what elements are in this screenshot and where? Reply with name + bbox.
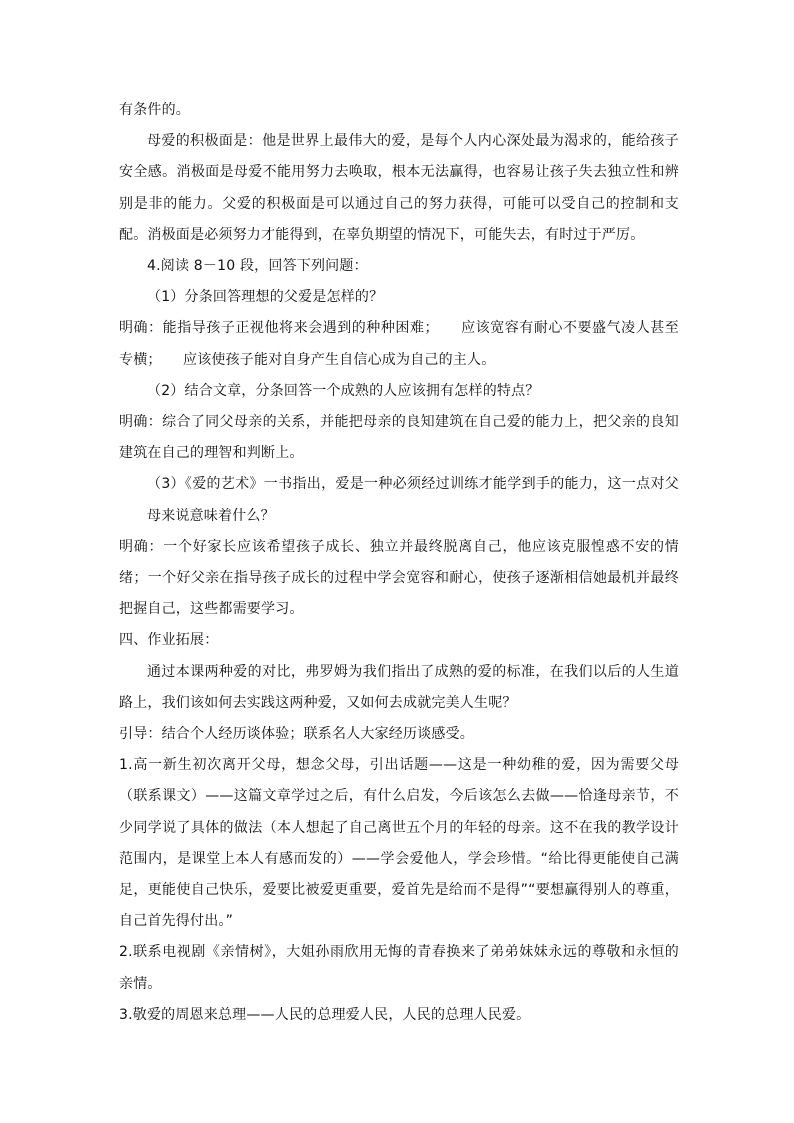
answer-1: 明确：能指导孩子正视他将来会遇到的种种困难； 应该宽容有耐心不要盛气凌人甚至专横； 应该使孩子能对自身产生自信心成为自己的主人。 [119, 320, 679, 368]
paragraph-homework-intro: 通过本课两种爱的对比，弗罗姆为我们指出了成熟的爱的标准，在我们以后的人生道路上，我们该如何去实践这两种爱，又如何去成就完美人生呢？ [119, 663, 679, 711]
list-item-3: 3.敬爱的周恩来总理——人民的总理爱人民，人民的总理人民爱。 [119, 1006, 531, 1023]
document-body [119, 95, 679, 1031]
section-heading-homework: 四、作业拓展： [119, 632, 219, 649]
answer-2: 明确：综合了同父母亲的关系，并能把母亲的良知建筑在自己爱的能力上，把父亲的良知建筑在自己的理智和判断上。 [119, 414, 679, 462]
list-item-2: 2.联系电视剧《亲情树》，大姐孙雨欣用无悔的青春换来了弟弟妹妹永远的尊敬和永恒的亲情。 [119, 944, 679, 992]
sub-question-2: （2）结合文章，分条回答一个成熟的人应该拥有怎样的特点？ [147, 382, 540, 399]
question-4-heading: 4.阅读 8－10 段，回答下列问题： [147, 258, 368, 275]
answer-3: 明确：一个好家长应该希望孩子成长、独立并最终脱离自己，他应该克服惶惑不安的情绪；一个好父亲在指导孩子成长的过程中学会宽容和耐心，使孩子逐渐相信她最机并最终把握自己，这些都需要学习。 [119, 538, 679, 618]
paragraph-guidance: 引导：结合个人经历谈体验；联系名人大家经历谈感受。 [119, 726, 474, 743]
paragraph-continuation: 有条件的。 [119, 102, 190, 118]
list-item-1: 1.高一新生初次离开父母，想念父母，引出话题——这是一种幼稚的爱，因为需要父母（联系课文）——这篇文章学过之后，有什么启发，今后该怎么去做——恰逢母亲节，不少同学说了具体的做法（本人想起了自己离世五个月的年轻的母亲。这不在我的教学设计范围内，是课堂上本人有感而发的）——学会爱他人，学会珍惜。“给比得更能使自己满足，更能使自己快乐，爱要比被爱更重要，爱首先是给而不是得”“要想赢得别人的尊重，自己首先得付出。” [119, 757, 679, 930]
sub-question-1: （1）分条回答理想的父爱是怎样的？ [147, 289, 384, 306]
sub-question-3: （3）《爱的艺术》一书指出，爱是一种必须经过训练才能学到手的能力，这一点对父母来说意味着什么？ [147, 476, 679, 524]
paragraph-mother-father-love: 母爱的积极面是：他是世界上最伟大的爱，是每个人内心深处最为渴求的，能给孩子安全感。消极面是母爱不能用努力去唤取，根本无法赢得，也容易让孩子失去独立性和辨别是非的能力。父爱的积极面是可以通过自己的努力获得，可能可以受自己的控制和支配。消极面是必须努力才能得到，在辜负期望的情况下，可能失去，有时过于严厉。 [119, 133, 679, 243]
